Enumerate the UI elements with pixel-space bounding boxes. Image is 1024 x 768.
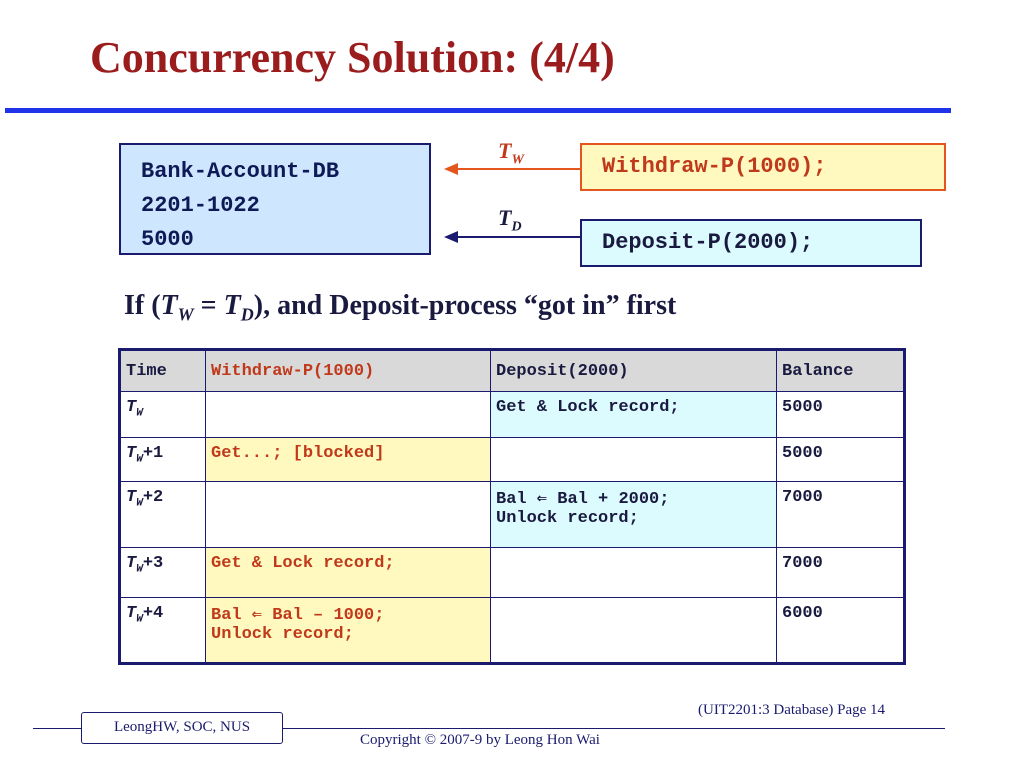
- withdraw-cell: Get...; [blocked]: [206, 438, 491, 482]
- schedule-table: [118, 348, 906, 665]
- time-cell: $T_W+2$: [120, 482, 206, 548]
- deposit-cell: [491, 482, 777, 548]
- balance-cell: 5000: [777, 438, 905, 482]
- db-balance: 5000: [141, 227, 194, 252]
- header-time: Time: [120, 350, 206, 392]
- deposit-cell: Get & Lock record;: [491, 392, 777, 438]
- header-deposit: Deposit(2000): [491, 350, 777, 392]
- header-withdraw: Withdraw-P(1000): [206, 350, 491, 392]
- page-reference: (UIT2201:3 Database) Page 14: [698, 702, 886, 718]
- withdraw-line: Unlock record;: [211, 625, 354, 644]
- deposit-cell: [491, 548, 777, 598]
- table-row: [120, 482, 905, 548]
- time-cell: $T_W+4$: [120, 598, 206, 664]
- balance-cell: 6000: [777, 598, 905, 664]
- bank-account-db-box: [119, 143, 431, 255]
- withdraw-process-box: Withdraw-P(1000);: [580, 143, 946, 191]
- tw-label: $T_W$: [498, 138, 524, 168]
- deposit-cell: [491, 438, 777, 482]
- table-header-row: [120, 350, 905, 392]
- db-account-number: 2201-1022: [141, 193, 260, 218]
- td-label: $T_D$: [498, 205, 522, 235]
- time-cell: $T_W$: [120, 392, 206, 438]
- withdraw-cell: Get & Lock record;: [206, 548, 491, 598]
- time-cell: $T_W+1$: [120, 438, 206, 482]
- copyright-notice: Copyright © 2007-9 by Leong Hon Wai: [360, 732, 600, 748]
- author-badge: LeongHW, SOC, NUS: [81, 712, 283, 744]
- withdraw-cell: [206, 598, 491, 664]
- db-name: Bank-Account-DB: [141, 159, 340, 184]
- deposit-line: Unlock record;: [496, 509, 639, 528]
- withdraw-line: Bal ⇐ Bal – 1000;: [211, 606, 385, 625]
- table-row: [120, 598, 905, 664]
- slide-title: Concurrency Solution: (4/4): [90, 33, 615, 82]
- balance-cell: 7000: [777, 482, 905, 548]
- deposit-process-box: Deposit-P(2000);: [580, 219, 922, 267]
- withdraw-cell: [206, 392, 491, 438]
- deposit-cell: [491, 598, 777, 664]
- condition-statement: If $(T_W = T_D)$, and Deposit-process “got in” first: [124, 290, 677, 325]
- table-row: [120, 438, 905, 482]
- title-divider: [5, 108, 951, 113]
- withdraw-cell: [206, 482, 491, 548]
- deposit-line: Bal ⇐ Bal + 2000;: [496, 490, 670, 509]
- balance-cell: 5000: [777, 392, 905, 438]
- header-balance: Balance: [777, 350, 905, 392]
- time-cell: $T_W+3$: [120, 548, 206, 598]
- table-row: [120, 548, 905, 598]
- table-row: [120, 392, 905, 438]
- balance-cell: 7000: [777, 548, 905, 598]
